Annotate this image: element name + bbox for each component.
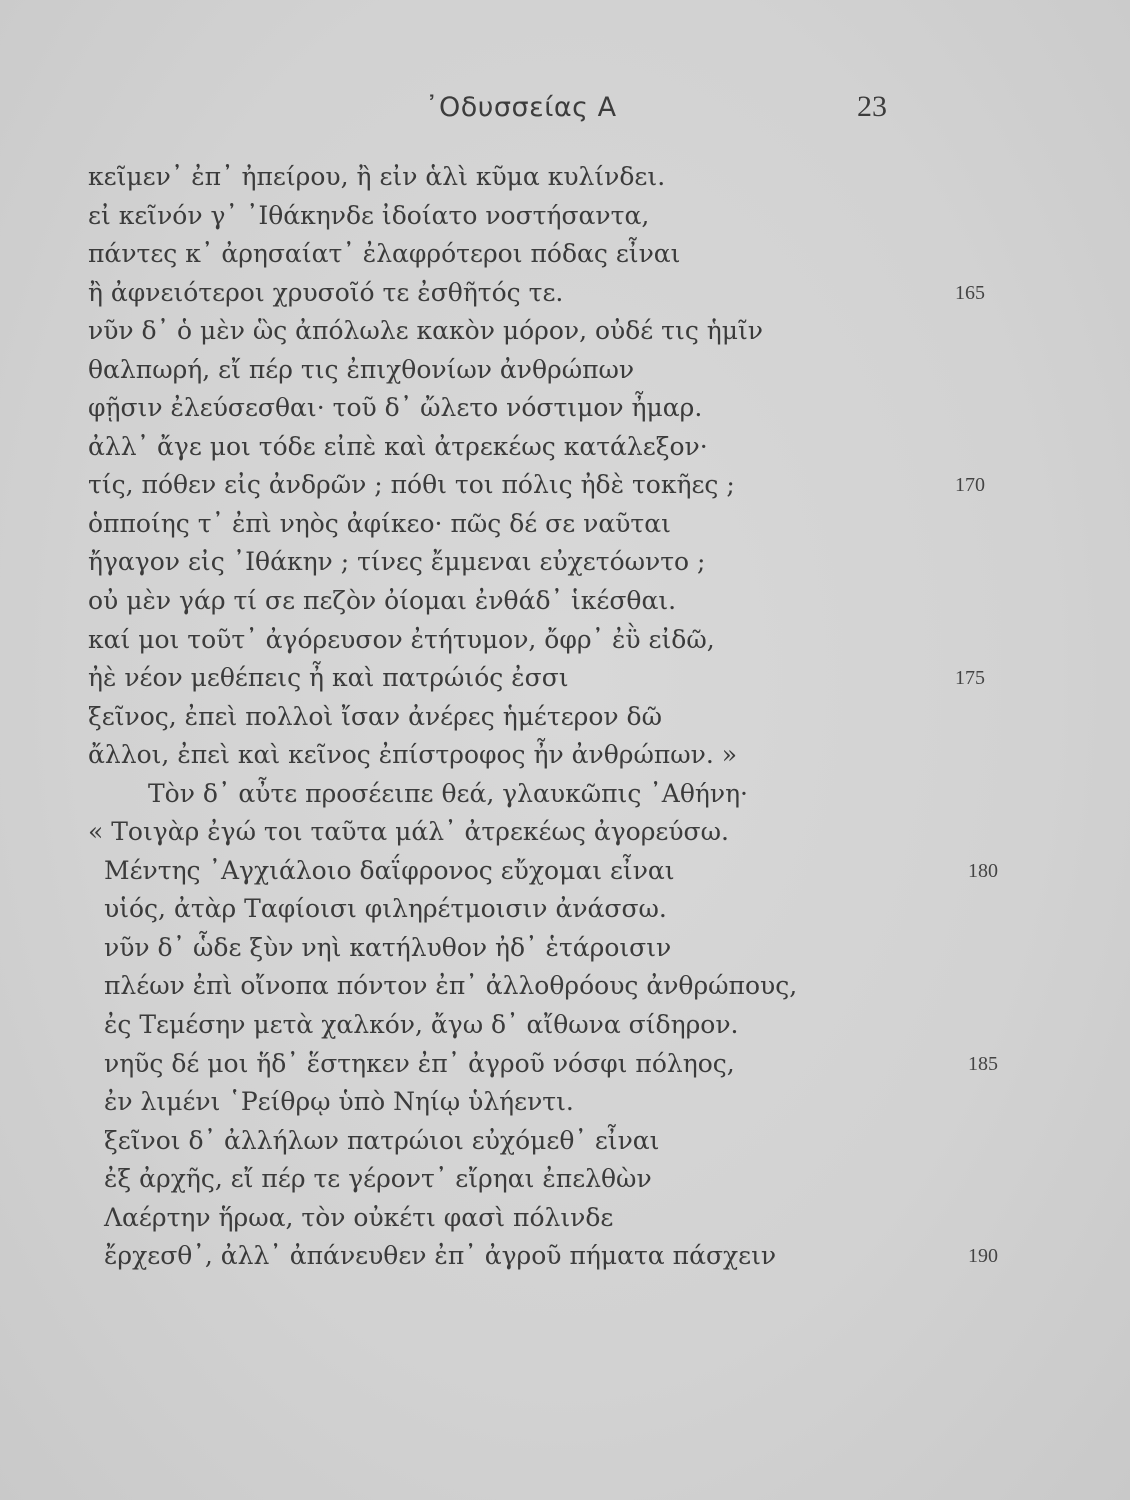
verse-text: νηῦς δέ μοι ἥδ᾿ ἕστηκεν ἐπ᾿ ἀγροῦ νόσφι πόληος, [104, 1048, 735, 1078]
line-number: 165 [955, 281, 985, 304]
line-number: 190 [968, 1245, 998, 1268]
verse-line [0, 929, 1130, 968]
verse-line [0, 967, 1130, 1006]
verse-text: ἔρχεσθ᾿, ἀλλ᾿ ἀπάνευθεν ἐπ᾿ ἀγροῦ πήματα πάσχειν [104, 1241, 777, 1271]
verse-line [0, 1083, 1130, 1122]
verse-line [0, 158, 1130, 197]
verse-line [0, 1045, 1130, 1084]
verse-line [0, 428, 1130, 467]
verse-line [0, 351, 1130, 390]
verse-line [0, 698, 1130, 737]
verse-text: ἐς Τεμέσην μετὰ χαλκόν, ἄγω δ᾿ αἴθωνα σίδηρον. [104, 1010, 739, 1040]
verse-line [0, 466, 1130, 505]
verse-line [0, 543, 1130, 582]
verse-text: τίς, πόθεν εἰς ἀνδρῶν ; πόθι τοι πόλις ἠδὲ τοκῆες ; [88, 470, 735, 500]
verse-text: ἐξ ἀρχῆς, εἴ πέρ τε γέροντ᾿ εἴρηαι ἐπελθὼν [104, 1164, 652, 1194]
verse-line [0, 235, 1130, 274]
verse-line [0, 274, 1130, 313]
verse-text: ξεῖνοι δ᾿ ἀλλήλων πατρώιοι εὐχόμεθ᾿ εἶναι [104, 1125, 660, 1155]
verse-text: υἱός, ἀτὰρ Ταφίοισι φιληρέτμοισιν ἀνάσσω. [104, 894, 667, 924]
verse-line [0, 582, 1130, 621]
verse-text: νῦν δ᾿ ὧδε ξὺν νηὶ κατήλυθον ἠδ᾿ ἑτάροισιν [104, 932, 672, 962]
verse-text: ὁπποίης τ᾿ ἐπὶ νηὸς ἀφίκεο· πῶς δέ σε ναῦται [88, 508, 671, 538]
verse-line [0, 775, 1130, 814]
verse-text: εἰ κεῖνόν γ᾿ ᾿Ιθάκηνδε ἰδοίατο νοστήσαντα, [88, 200, 650, 230]
verse-text: ἐν λιμένι ῾Ρείθρῳ ὑπὸ Νηίῳ ὑλήεντι. [104, 1087, 574, 1117]
verse-text: ἄλλοι, ἐπεὶ καὶ κεῖνος ἐπίστροφος ἦν ἀνθρώπων. » [88, 740, 738, 770]
verse-line [0, 852, 1130, 891]
book-title: ᾿Οδυσσείας Α [425, 92, 617, 123]
verse-text: θαλπωρή, εἴ πέρ τις ἐπιχθονίων ἀνθρώπων [88, 354, 635, 384]
verse-line [0, 736, 1130, 775]
verse-line [0, 1006, 1130, 1045]
line-number: 185 [968, 1052, 998, 1075]
verse-line [0, 1199, 1130, 1238]
verse-block [0, 158, 1130, 1276]
verse-line [0, 389, 1130, 428]
verse-text: ἢ ἀφνειότεροι χρυσοῖό τε ἐσθῆτός τε. [88, 277, 564, 307]
verse-line [0, 1160, 1130, 1199]
verse-text: κεῖμεν᾿ ἐπ᾿ ἠπείρου, ἢ εἰν ἁλὶ κῦμα κυλίνδει. [88, 162, 666, 191]
verse-text: ἀλλ᾿ ἄγε μοι τόδε εἰπὲ καὶ ἀτρεκέως κατάλεξον· [88, 431, 708, 461]
line-number: 175 [955, 667, 985, 690]
verse-text: Μέντης ᾿Αγχιάλοιο δαΐφρονος εὔχομαι εἶναι [104, 855, 675, 885]
verse-line [0, 1237, 1130, 1276]
verse-text: οὐ μὲν γάρ τί σε πεζὸν ὀίομαι ἐνθάδ᾿ ἱκέσθαι. [88, 586, 677, 616]
verse-line [0, 197, 1130, 236]
verse-line [0, 890, 1130, 929]
verse-line [0, 813, 1130, 852]
verse-text: « Τοιγὰρ ἐγώ τοι ταῦτα μάλ᾿ ἀτρεκέως ἀγορεύσω. [88, 817, 729, 847]
verse-line [0, 312, 1130, 351]
verse-text: νῦν δ᾿ ὁ μὲν ὣς ἀπόλωλε κακὸν μόρον, οὐδέ τις ἡμῖν [88, 316, 763, 346]
verse-text: ἠὲ νέον μεθέπεις ἦ καὶ πατρώιός ἐσσι [88, 663, 569, 693]
page-number: 23 [857, 90, 887, 123]
verse-line [0, 621, 1130, 660]
verse-text: πλέων ἐπὶ οἴνοπα πόντον ἐπ᾿ ἀλλοθρόους ἀνθρώπους, [104, 971, 798, 1001]
verse-text: Τὸν δ᾿ αὖτε προσέειπε θεά, γλαυκῶπις ᾿Αθήνη· [148, 778, 748, 808]
verse-text: Λαέρτην ἥρωα, τὸν οὐκέτι φασὶ πόλινδε [104, 1202, 614, 1232]
line-number: 170 [955, 474, 985, 497]
verse-line [0, 505, 1130, 544]
verse-text: φῇσιν ἐλεύσεσθαι· τοῦ δ᾿ ὤλετο νόστιμον ἦμαρ. [88, 393, 703, 423]
verse-line [0, 1122, 1130, 1161]
verse-text: καί μοι τοῦτ᾿ ἀγόρευσον ἐτήτυμον, ὄφρ᾿ ἐῢ εἰδῶ, [88, 624, 715, 654]
verse-text: ἤγαγον εἰς ᾿Ιθάκην ; τίνες ἔμμεναι εὐχετόωντο ; [88, 547, 706, 577]
running-head [0, 92, 1130, 132]
verse-text: πάντες κ᾿ ἀρησαίατ᾿ ἐλαφρότεροι πόδας εἶναι [88, 239, 681, 269]
verse-text: ξεῖνος, ἐπεὶ πολλοὶ ἴσαν ἀνέρες ἡμέτερον δῶ [88, 701, 662, 731]
line-number: 180 [968, 859, 998, 882]
verse-line [0, 659, 1130, 698]
